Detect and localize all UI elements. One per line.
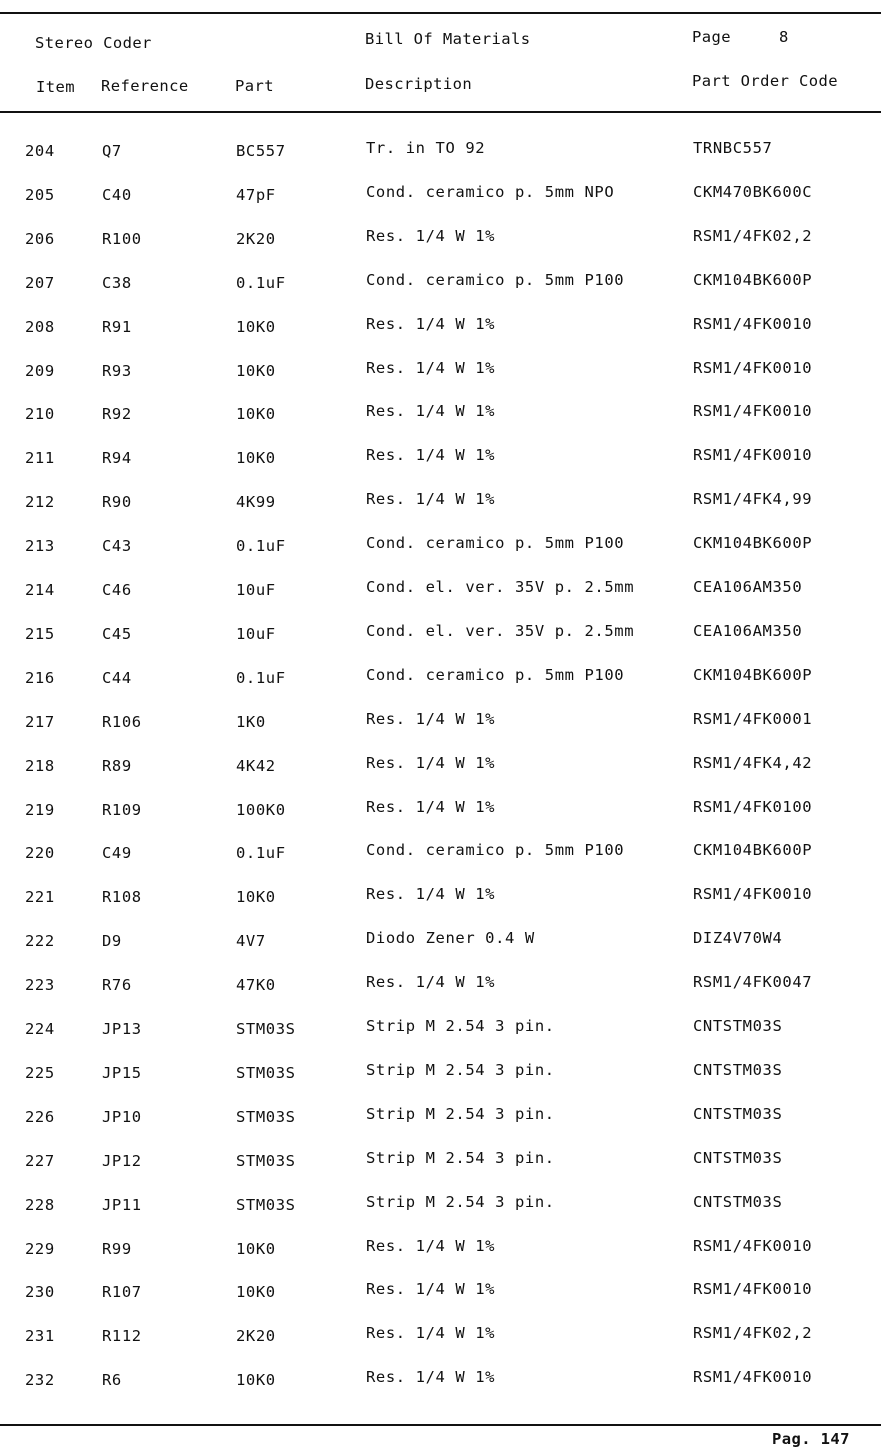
cell-item: 213 [25, 537, 55, 556]
cell-reference: R109 [102, 800, 142, 819]
column-header-part: Part [235, 77, 274, 95]
cell-reference: R6 [102, 1371, 122, 1390]
cell-description: Res. 1/4 W 1% [366, 753, 496, 772]
cell-description: Res. 1/4 W 1% [366, 973, 496, 992]
cell-reference: C43 [102, 537, 132, 556]
cell-reference: C46 [102, 581, 132, 599]
cell-part: STM03S [236, 1020, 296, 1038]
cell-reference: R90 [102, 493, 132, 512]
cell-description: Cond. el. ver. 35V p. 2.5mm [366, 621, 635, 640]
cell-item: 207 [25, 273, 55, 292]
cell-description: Cond. ceramico p. 5mm P100 [366, 270, 625, 289]
cell-order-code: RSM1/4FK0010 [693, 1236, 813, 1255]
cell-part: 10K0 [236, 405, 276, 424]
cell-order-code: CNTSTM03S [693, 1060, 783, 1079]
project-title: Stereo Coder [35, 34, 152, 52]
cell-part: 100K0 [236, 800, 286, 819]
cell-order-code: TRNBC557 [693, 139, 773, 157]
cell-part: 10K0 [236, 449, 276, 468]
cell-order-code: RSM1/4FK0001 [693, 709, 813, 728]
cell-order-code: RSM1/4FK0010 [693, 1368, 813, 1387]
cell-item: 224 [25, 1020, 55, 1038]
cell-item: 211 [25, 449, 55, 468]
cell-order-code: RSM1/4FK0010 [693, 446, 813, 465]
cell-part: 2K20 [236, 229, 276, 248]
cell-part: 10K0 [236, 317, 276, 336]
cell-item: 228 [25, 1195, 55, 1214]
cell-part: 10K0 [236, 361, 276, 380]
cell-part: STM03S [236, 1107, 296, 1126]
cell-reference: R108 [102, 888, 142, 907]
cell-part: 4K42 [236, 756, 276, 775]
cell-part: 0.1uF [236, 844, 286, 863]
cell-order-code: RSM1/4FK02,2 [693, 1324, 813, 1343]
cell-description: Res. 1/4 W 1% [366, 1236, 496, 1255]
cell-item: 232 [25, 1371, 55, 1390]
cell-order-code: RSM1/4FK0010 [693, 314, 813, 333]
cell-description: Cond. ceramico p. 5mm P100 [366, 534, 625, 553]
cell-reference: R89 [102, 756, 132, 775]
cell-item: 220 [25, 844, 55, 863]
column-header-description: Description [365, 75, 473, 93]
cell-item: 217 [25, 712, 55, 731]
cell-description: Res. 1/4 W 1% [366, 1368, 496, 1387]
cell-order-code: CEA106AM350 [693, 621, 803, 640]
cell-part: STM03S [236, 1195, 296, 1214]
cell-order-code: CEA106AM350 [693, 578, 803, 596]
cell-order-code: RSM1/4FK4,42 [693, 753, 813, 772]
cell-part: 10uF [236, 624, 276, 643]
cell-reference: JP12 [102, 1151, 142, 1170]
cell-description: Tr. in TO 92 [366, 139, 486, 157]
cell-description: Res. 1/4 W 1% [366, 358, 496, 377]
cell-order-code: RSM1/4FK4,99 [693, 490, 813, 509]
cell-reference: Q7 [102, 142, 122, 160]
document-title: Bill Of Materials [365, 30, 531, 48]
cell-part: 1K0 [236, 712, 266, 731]
cell-order-code: CNTSTM03S [693, 1192, 783, 1211]
cell-part: 4K99 [236, 493, 276, 512]
cell-part: 47pF [236, 185, 276, 204]
cell-description: Cond. ceramico p. 5mm P100 [366, 841, 625, 860]
cell-item: 210 [25, 405, 55, 424]
cell-item: 218 [25, 756, 55, 775]
cell-order-code: RSM1/4FK0047 [693, 973, 813, 992]
cell-description: Res. 1/4 W 1% [366, 226, 496, 245]
cell-item: 225 [25, 1063, 55, 1082]
cell-description: Strip M 2.54 3 pin. [366, 1104, 555, 1123]
cell-order-code: DIZ4V70W4 [693, 929, 783, 948]
cell-description: Res. 1/4 W 1% [366, 885, 496, 904]
cell-reference: R91 [102, 317, 132, 336]
cell-item: 206 [25, 229, 55, 248]
bottom-rule [0, 1424, 881, 1426]
cell-reference: D9 [102, 932, 122, 951]
cell-description: Res. 1/4 W 1% [366, 402, 496, 421]
cell-item: 231 [25, 1327, 55, 1346]
cell-item: 227 [25, 1151, 55, 1170]
cell-part: STM03S [236, 1063, 296, 1082]
cell-order-code: CKM470BK600C [693, 182, 813, 201]
cell-reference: JP15 [102, 1063, 142, 1082]
cell-reference: JP13 [102, 1020, 142, 1038]
cell-order-code: CNTSTM03S [693, 1148, 783, 1167]
cell-item: 208 [25, 317, 55, 336]
cell-item: 212 [25, 493, 55, 512]
cell-description: Cond. ceramico p. 5mm NPO [366, 182, 615, 201]
cell-order-code: CKM104BK600P [693, 841, 813, 860]
cell-order-code: RSM1/4FK0100 [693, 797, 813, 816]
cell-item: 209 [25, 361, 55, 380]
cell-reference: R107 [102, 1283, 142, 1302]
cell-part: 10uF [236, 581, 276, 599]
cell-description: Res. 1/4 W 1% [366, 797, 496, 816]
page-label: Page [692, 28, 731, 46]
cell-order-code: CKM104BK600P [693, 665, 813, 684]
cell-item: 214 [25, 581, 55, 599]
cell-part: STM03S [236, 1151, 296, 1170]
cell-description: Res. 1/4 W 1% [366, 1324, 496, 1343]
cell-description: Strip M 2.54 3 pin. [366, 1017, 555, 1035]
cell-part: 0.1uF [236, 273, 286, 292]
cell-description: Strip M 2.54 3 pin. [366, 1060, 555, 1079]
column-header-item: Item [36, 78, 75, 96]
cell-part: 0.1uF [236, 537, 286, 556]
cell-part: 10K0 [236, 1283, 276, 1302]
cell-reference: R100 [102, 229, 142, 248]
cell-description: Diodo Zener 0.4 W [366, 929, 535, 948]
cell-reference: R76 [102, 976, 132, 995]
cell-order-code: RSM1/4FK0010 [693, 402, 813, 421]
cell-part: 2K20 [236, 1327, 276, 1346]
page-reference: Pag. 147 [772, 1430, 850, 1448]
cell-reference: JP10 [102, 1107, 142, 1126]
cell-reference: JP11 [102, 1195, 142, 1214]
cell-reference: C45 [102, 624, 132, 643]
cell-item: 219 [25, 800, 55, 819]
cell-reference: C38 [102, 273, 132, 292]
cell-description: Cond. el. ver. 35V p. 2.5mm [366, 578, 635, 596]
cell-description: Res. 1/4 W 1% [366, 1280, 496, 1299]
cell-part: 0.1uF [236, 668, 286, 687]
cell-description: Strip M 2.54 3 pin. [366, 1192, 555, 1211]
cell-item: 229 [25, 1239, 55, 1258]
cell-order-code: CNTSTM03S [693, 1017, 783, 1035]
cell-part: 4V7 [236, 932, 266, 951]
cell-description: Strip M 2.54 3 pin. [366, 1148, 555, 1167]
cell-reference: R112 [102, 1327, 142, 1346]
cell-item: 223 [25, 976, 55, 995]
column-header-order-code: Part Order Code [692, 72, 838, 90]
cell-reference: C49 [102, 844, 132, 863]
cell-part: 10K0 [236, 1239, 276, 1258]
cell-reference: C40 [102, 185, 132, 204]
page-number: 8 [779, 28, 789, 46]
cell-item: 226 [25, 1107, 55, 1126]
cell-order-code: CKM104BK600P [693, 534, 813, 553]
cell-reference: C44 [102, 668, 132, 687]
cell-order-code: CNTSTM03S [693, 1104, 783, 1123]
cell-part: 47K0 [236, 976, 276, 995]
cell-item: 230 [25, 1283, 55, 1302]
cell-description: Res. 1/4 W 1% [366, 709, 496, 728]
cell-reference: R99 [102, 1239, 132, 1258]
cell-reference: R106 [102, 712, 142, 731]
cell-order-code: RSM1/4FK02,2 [693, 226, 813, 245]
cell-reference: R94 [102, 449, 132, 468]
cell-item: 222 [25, 932, 55, 951]
cell-order-code: CKM104BK600P [693, 270, 813, 289]
cell-order-code: RSM1/4FK0010 [693, 885, 813, 904]
cell-part: 10K0 [236, 888, 276, 907]
cell-description: Res. 1/4 W 1% [366, 314, 496, 333]
cell-item: 216 [25, 668, 55, 687]
cell-part: BC557 [236, 142, 286, 160]
cell-reference: R93 [102, 361, 132, 380]
cell-reference: R92 [102, 405, 132, 424]
cell-item: 215 [25, 624, 55, 643]
cell-item: 204 [25, 142, 55, 160]
cell-part: 10K0 [236, 1371, 276, 1390]
cell-description: Cond. ceramico p. 5mm P100 [366, 665, 625, 684]
cell-description: Res. 1/4 W 1% [366, 490, 496, 509]
cell-description: Res. 1/4 W 1% [366, 446, 496, 465]
cell-order-code: RSM1/4FK0010 [693, 1280, 813, 1299]
cell-order-code: RSM1/4FK0010 [693, 358, 813, 377]
column-header-reference: Reference [101, 77, 189, 95]
cell-item: 221 [25, 888, 55, 907]
cell-item: 205 [25, 185, 55, 204]
